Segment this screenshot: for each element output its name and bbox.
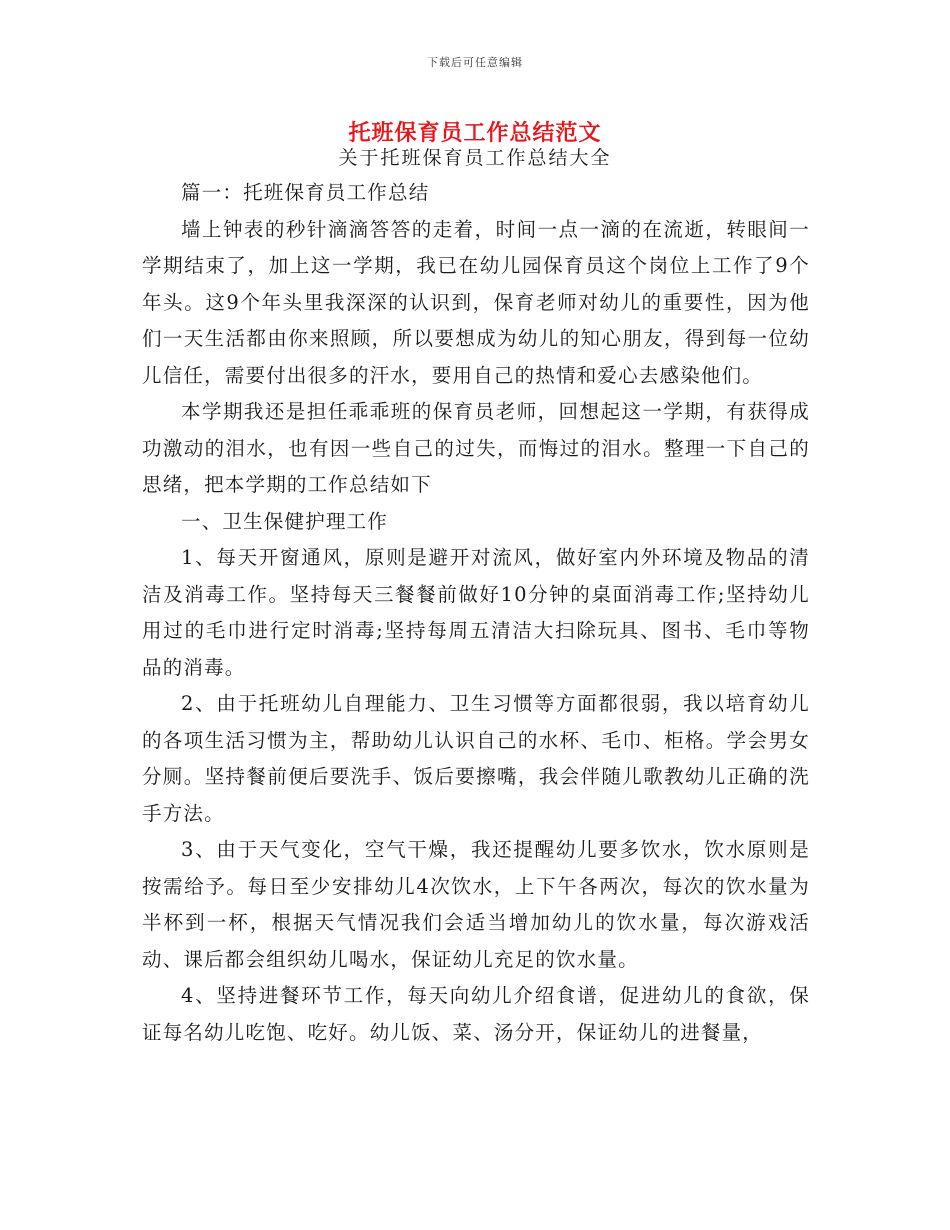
section-heading-hygiene: 一、卫生保健护理工作 xyxy=(181,509,389,533)
paragraph-semester: 本学期我还是担任乖乖班的保育员老师，回想起这一学期，有获得成功激动的泪水，也有因一些自己的过失，而悔过的泪水。整理一下自己的思绪，把本学期的工作总结如下 xyxy=(142,400,810,496)
document-title: 托班保育员工作总结范文 xyxy=(348,120,602,146)
paragraph-intro: 墙上钟表的秒针滴滴答答的走着，时间一点一滴的在流逝，转眼间一学期结束了，加上这一学期，我已在幼儿园保育员这个岗位上工作了9个年头。这9个年头里我深深的认识到，保育老师对幼儿的重要性，因为他们一天生活都由你来照顾，所以要想成为幼儿的知心朋友，得到每一位幼儿信任，需要付出很多的汗水，要用自己的热情和爱心去感染他们。 xyxy=(142,217,810,387)
section-heading-part-one: 篇一：托班保育员工作总结 xyxy=(181,181,430,204)
page-header: 下载后可任意编辑 xyxy=(427,56,523,69)
paragraph-item-1: 1、每天开窗通风，原则是避开对流风，做好室内外环境及物品的清洁及消毒工作。坚持每天三餐餐前做好10分钟的桌面消毒工作;坚持幼儿用过的毛巾进行定时消毒;坚持每周五清洁大扫除玩具、图书、毛巾等物品的消毒。 xyxy=(142,546,810,679)
paragraph-item-2: 2、由于托班幼儿自理能力、卫生习惯等方面都很弱，我以培育幼儿的各项生活习惯为主，帮助幼儿认识自己的水杯、毛巾、柜格。学会男女分厕。坚持餐前便后要洗手、饭后要擦嘴，我会伴随儿歌教幼儿正确的洗手方法。 xyxy=(142,692,810,825)
paragraph-item-3: 3、由于天气变化，空气干燥，我还提醒幼儿要多饮水，饮水原则是按需给予。每日至少安排幼儿4次饮水，上下午各两次，每次的饮水量为半杯到一杯，根据天气情况我们会适当增加幼儿的饮水量，每次游戏活动、课后都会组织幼儿喝水，保证幼儿充足的饮水量。 xyxy=(142,838,810,971)
paragraph-item-4: 4、坚持进餐环节工作，每天向幼儿介绍食谱，促进幼儿的食欲，保证每名幼儿吃饱、吃好。幼儿饭、菜、汤分开，保证幼儿的进餐量， xyxy=(142,984,810,1044)
document-body xyxy=(142,175,810,1051)
document-subtitle: 关于托班保育员工作总结大全 xyxy=(338,147,612,169)
